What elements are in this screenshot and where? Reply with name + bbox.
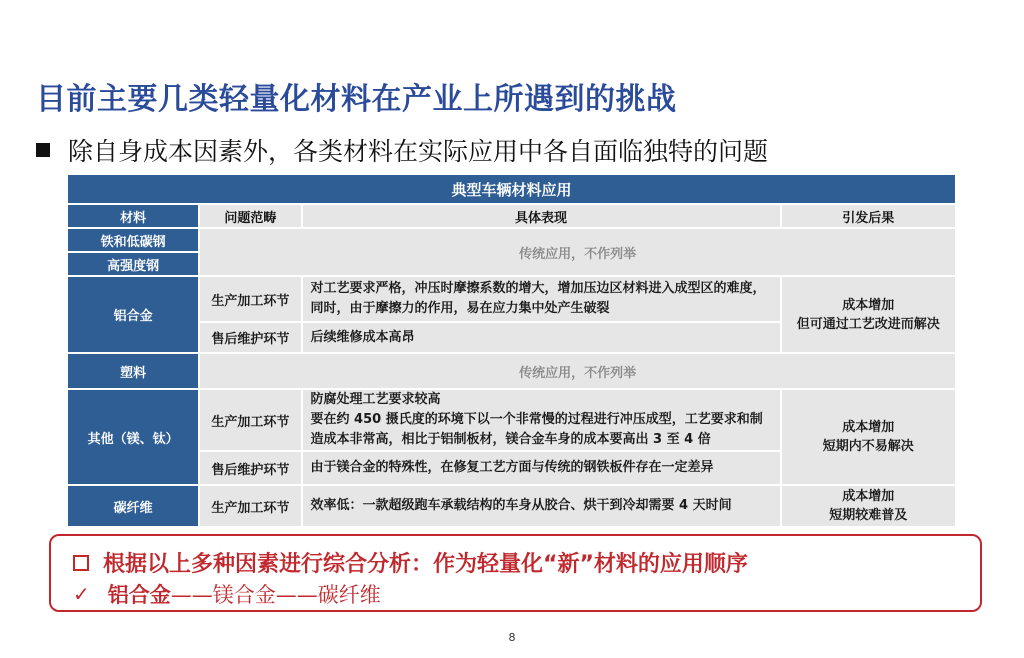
aluminum-production-desc: 对工艺要求严格，冲压时摩擦系数的增大，增加压边区材料进入成型区的难度，同时，由于摩擦力的作用，易在应力集中处产生破裂 [303,277,780,321]
material-aluminum: 铝合金 [68,277,198,352]
aluminum-aftersale-desc: 后续维修成本高昂 [303,323,780,352]
aluminum-aftersale-stage: 售后维护环节 [200,323,300,352]
aluminum-production-stage: 生产加工环节 [200,277,300,321]
header-details: 具体表现 [303,205,780,227]
conclusion-heading [73,547,748,578]
material-other: 其他（镁、钛） [68,390,198,484]
aluminum-cons-line2: 但可通过工艺改进而解决 [796,316,940,332]
square-bullet-icon [36,143,50,157]
material-steel: 铁和低碳钢 [68,229,198,251]
not-applicable-steel: 传统应用，不作列举 [200,229,955,275]
subtitle-text: 除自身成本因素外，各类材料在实际应用中各自面临独特的问题 [68,137,769,166]
materials-table [66,173,957,528]
slide-title: 目前主要几类轻量化材料在产业上所遇到的挑战 [36,82,677,117]
header-category: 问题范畴 [200,205,300,227]
carbon-production-desc: 效率低：一款超级跑车承载结构的车身从胶合、烘干到冷却需要 4 天时间 [303,486,780,526]
other-cons-line2: 短期内不易解决 [822,439,914,454]
not-applicable-plastic: 传统应用，不作列举 [200,354,955,388]
hollow-square-bullet-icon [73,555,89,571]
header-material: 材料 [68,205,198,227]
order-first-item: 铝合金 [107,583,171,607]
conclusion-box [49,534,982,612]
header-consequence: 引发后果 [782,205,955,227]
other-consequence [782,390,955,484]
carbon-cons-line2: 短期较难普及 [829,508,908,523]
other-cons-line1: 成本增加 [842,420,895,435]
material-plastic: 塑料 [68,354,198,388]
aluminum-cons-line1: 成本增加 [842,297,895,313]
checkmark-icon: ✓ [73,582,90,606]
other-production-stage: 生产加工环节 [200,390,300,450]
material-carbon: 碳纤维 [68,486,198,526]
order-rest-items: ——镁合金——碳纤维 [170,583,381,607]
other-aftersale-stage: 售后维护环节 [200,452,300,484]
conclusion-order [73,579,381,609]
material-hss: 高强度钢 [68,253,198,275]
carbon-production-stage: 生产加工环节 [200,486,300,526]
other-prod-desc-line1: 防腐处理工艺要求较高 [310,392,441,407]
other-prod-desc-line2: 要在约 450 摄氏度的环境下以一个非常慢的过程进行冲压成型，工艺要求和制造成本非常高，相比于铝制板材，镁合金车身的成本要高出 3 至 4 倍 [310,412,763,447]
conclusion-heading-text: 根据以上多种因素进行综合分析：作为轻量化“新”材料的应用顺序 [103,552,748,577]
other-production-desc [303,390,780,450]
aluminum-consequence [782,277,955,352]
subtitle-bullet [36,132,768,168]
page-number: 8 [508,631,516,644]
carbon-cons-line1: 成本增加 [842,489,895,504]
carbon-consequence [782,486,955,526]
other-aftersale-desc: 由于镁合金的特殊性，在修复工艺方面与传统的钢铁板件存在一定差异 [303,452,780,484]
table-caption: 典型车辆材料应用 [68,175,955,203]
